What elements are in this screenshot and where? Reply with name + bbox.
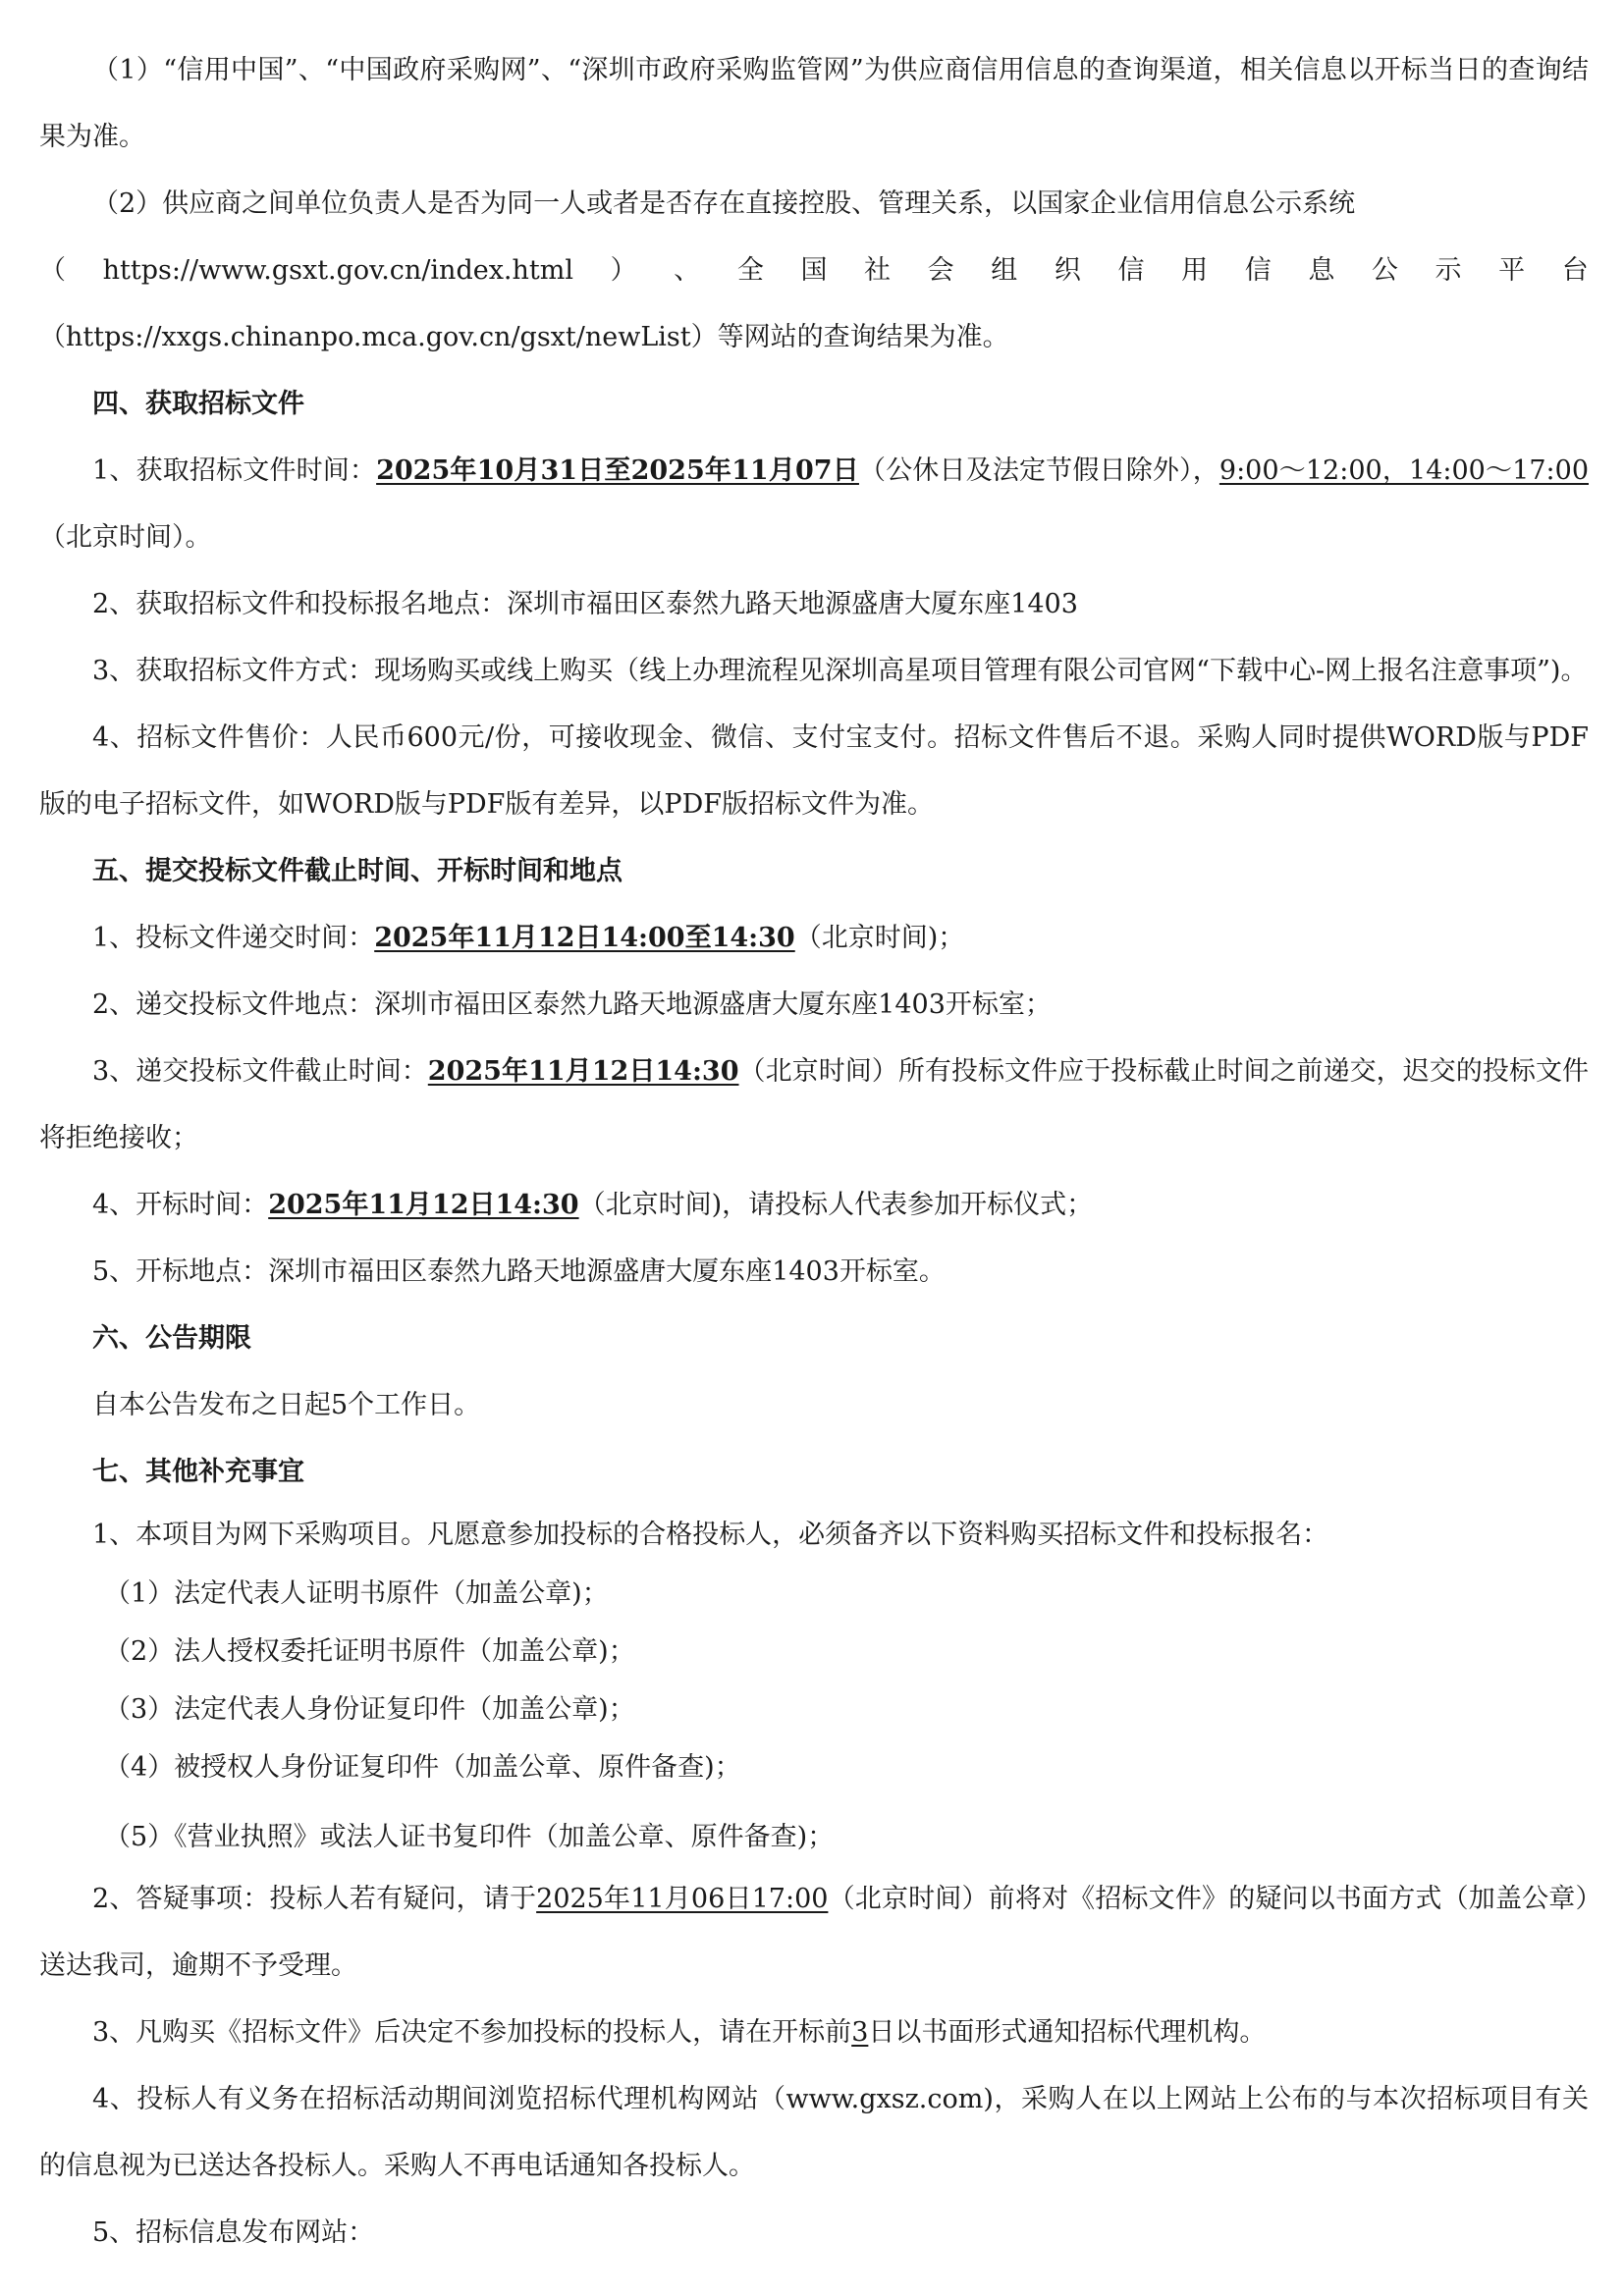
obtain-location: 2、获取招标文件和投标报名地点：深圳市福田区泰然九路天地源盛唐大厦东座1403 <box>92 589 1078 619</box>
section-heading-obtain-documents: 四、获取招标文件 <box>92 389 304 419</box>
url-line-token: 用 <box>1181 255 1209 286</box>
withdrawal-note: 日以书面形式通知招标代理机构。 <box>868 2017 1267 2048</box>
submission-deadline <box>39 1039 1589 1172</box>
questions-deadline <box>39 1866 1589 2000</box>
withdrawal-days: 3 <box>851 2017 869 2048</box>
gsxt-url-line <box>39 238 1589 304</box>
obtain-time-zone: （北京时间）。 <box>39 522 212 553</box>
url-line-token: 、 <box>674 255 701 286</box>
list-item: （3）法定代表人身份证复印件（加盖公章)； <box>104 1694 635 1725</box>
submission-time-value: 2025年11月12日14:00至14:30 <box>374 923 795 953</box>
obtain-time-label: 1、获取招标文件时间： <box>92 455 377 486</box>
submission-deadline-value: 2025年11月12日14:30 <box>427 1056 739 1087</box>
section-heading-notice-period: 六、公告期限 <box>92 1323 251 1354</box>
url-line-token: 会 <box>927 255 954 286</box>
paragraph-relationship-check-end: （https://xxgs.chinanpo.mca.gov.cn/gsxt/newList）等网站的查询结果为准。 <box>39 322 1009 352</box>
withdrawal-notice <box>39 2000 1589 2066</box>
url-line-token: 息 <box>1308 255 1335 286</box>
url-line-token: 信 <box>1117 255 1145 286</box>
url-line-token: https://www.gsxt.gov.cn/index.html <box>102 255 573 286</box>
url-line-token: 信 <box>1244 255 1272 286</box>
submission-deadline-note: （北京时间）所有投标文件应于投标截止时间之前递交，迟交的投标文件将拒绝接收； <box>39 1056 1590 1153</box>
obtain-time <box>39 438 1589 571</box>
list-item: （4）被授权人身份证复印件（加盖公章、原件备查)； <box>104 1752 741 1783</box>
document-price: 4、招标文件售价：人民币600元/份，可接收现金、微信、支付宝支付。招标文件售后不退。采购人同时提供WORD版与PDF版的电子招标文件，如WORD版与PDF版有差异，以PDF版招标文件为准。 <box>39 722 1589 820</box>
url-line-token: 社 <box>864 255 892 286</box>
questions-date: 2025年11月06日17:00 <box>536 1884 829 1914</box>
required-materials-intro: 1、本项目为网下采购项目。凡愿意参加投标的合格投标人，必须备齐以下资料购买招标文件和投标报名： <box>92 1520 1329 1550</box>
obtain-hours: 9:00～12:00，14:00～17:00 <box>1218 455 1589 486</box>
opening-time-label: 4、开标时间： <box>92 1190 269 1220</box>
section-heading-submission: 五、提交投标文件截止时间、开标时间和地点 <box>92 856 623 886</box>
obtain-date-range: 2025年10月31日至2025年11月07日 <box>376 455 859 486</box>
submission-time-zone: （北京时间)； <box>794 923 965 953</box>
url-line-token: 示 <box>1435 255 1462 286</box>
url-line-token: 织 <box>1054 255 1081 286</box>
paragraph-credit-channels: （1）“信用中国”、“中国政府采购网”、“深圳市政府采购监管网”为供应商信用信息的查询渠道，相关信息以开标当日的查询结果为准。 <box>39 55 1589 152</box>
url-line-token: 组 <box>991 255 1018 286</box>
url-line-token: 国 <box>800 255 828 286</box>
submission-time-label: 1、投标文件递交时间： <box>92 923 375 953</box>
url-line-token: 全 <box>736 255 764 286</box>
questions-note: （北京时间）前将对《招标文件》的疑问以书面方式（加盖公章）送达我司，逾期不予受理。 <box>39 1884 1589 1981</box>
section-heading-other-matters: 七、其他补充事宜 <box>92 1457 304 1487</box>
required-materials-list <box>39 1565 1589 1866</box>
opening-time-value: 2025年11月12日14:30 <box>268 1190 579 1220</box>
obtain-time-note: （公休日及法定节假日除外）， <box>858 455 1219 486</box>
obtain-method: 3、获取招标文件方式：现场购买或线上购买（线上办理流程见深圳高星项目管理有限公司官网“下载中心-网上报名注意事项”)。 <box>92 656 1588 686</box>
url-line-token: （ <box>39 255 66 286</box>
list-item: （1）法定代表人证明书原件（加盖公章)； <box>104 1578 609 1609</box>
list-item: （2）法人授权委托证明书原件（加盖公章)； <box>104 1636 635 1667</box>
url-line-token: ） <box>610 255 637 286</box>
website-obligation: 4、投标人有义务在招标活动期间浏览招标代理机构网站（www.gxsz.com)，采购人在以上网站上公布的与本次招标项目有关的信息视为已送达各投标人。采购人不再电话通知各投标人。 <box>39 2084 1589 2181</box>
submission-location: 2、递交投标文件地点：深圳市福田区泰然九路天地源盛唐大厦东座1403开标室； <box>92 989 1052 1020</box>
url-line-token: 平 <box>1498 255 1526 286</box>
notice-period: 自本公告发布之日起5个工作日。 <box>92 1390 481 1420</box>
opening-location: 5、开标地点：深圳市福田区泰然九路天地源盛唐大厦东座1403开标室。 <box>92 1256 946 1287</box>
submission-deadline-label: 3、递交投标文件截止时间： <box>92 1056 428 1087</box>
url-line-token: 公 <box>1371 255 1398 286</box>
document-page <box>39 37 1589 2267</box>
questions-label: 2、答疑事项：投标人若有疑问，请于 <box>92 1884 537 1914</box>
opening-time <box>39 1172 1589 1239</box>
list-item: （5）《营业执照》或法人证书复印件（加盖公章、原件备查)； <box>104 1822 835 1852</box>
withdrawal-label: 3、凡购买《招标文件》后决定不参加投标的投标人，请在开标前 <box>92 2017 852 2048</box>
paragraph-relationship-check: （2）供应商之间单位负责人是否为同一人或者是否存在直接控股、管理关系，以国家企业信用信息公示系统 <box>92 188 1356 219</box>
opening-time-note: （北京时间)，请投标人代表参加开标仪式； <box>578 1190 1094 1220</box>
submission-time <box>39 905 1589 972</box>
publication-websites: 5、招标信息发布网站： <box>92 2217 375 2248</box>
url-line-token: 台 <box>1561 255 1589 286</box>
